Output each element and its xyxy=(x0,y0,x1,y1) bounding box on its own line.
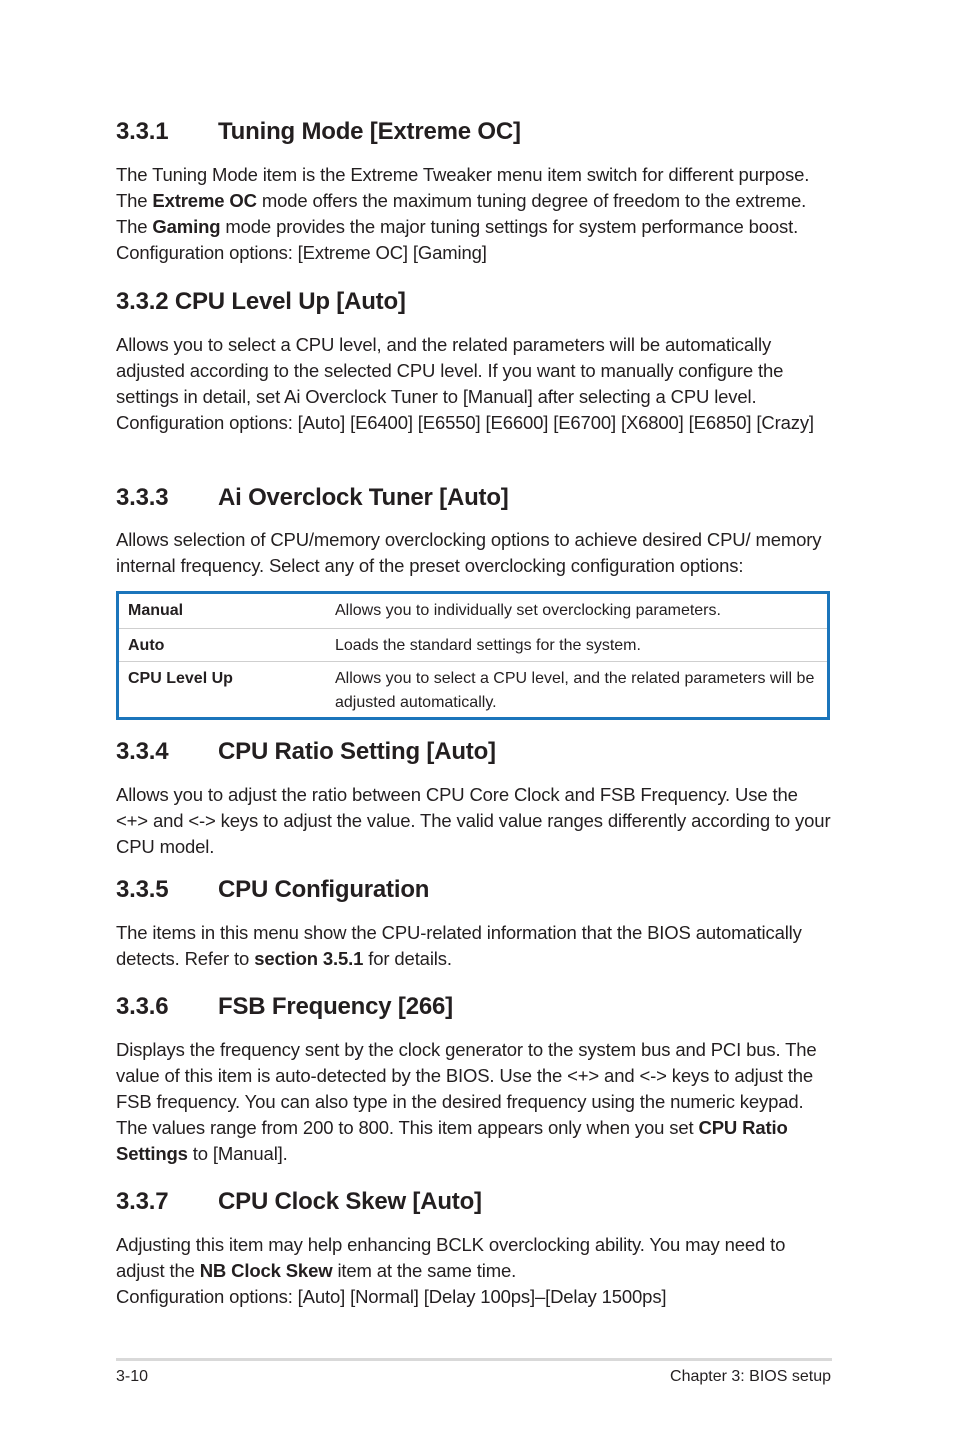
section-number: 3.3.1 xyxy=(116,118,169,145)
section-3-3-5 xyxy=(116,876,832,972)
bold-term: Gaming xyxy=(152,216,221,237)
section-number: 3.3.5 xyxy=(116,876,169,903)
section-title: Tuning Mode [Extreme OC] xyxy=(218,118,521,145)
option-name: CPU Level Up xyxy=(128,670,233,687)
body-text: The items in this menu show the CPU-related information that the BIOS automatically detects. Refer to xyxy=(116,922,802,969)
chapter-label: Chapter 3: BIOS setup xyxy=(670,1368,831,1385)
section-number: 3.3.4 xyxy=(116,738,169,765)
section-heading xyxy=(116,288,832,316)
section-body xyxy=(116,920,832,972)
section-heading xyxy=(116,993,832,1021)
section-3-3-2 xyxy=(116,288,832,436)
table-row xyxy=(119,628,827,662)
page-number: 3-10 xyxy=(116,1368,149,1385)
body-text: mode provides the major tuning settings for system performance boost. Configuration options: [Extreme OC] [Gaming] xyxy=(116,216,799,263)
option-name: Manual xyxy=(128,602,184,619)
body-text: Allows selection of CPU/memory overclocking options to achieve desired CPU/ memory internal frequency. Select any of the preset overclocking configuration options: xyxy=(116,529,822,576)
section-number: 3.3.7 xyxy=(116,1188,169,1215)
body-text: to [Manual]. xyxy=(187,1143,288,1164)
body-text: Allows you to select a CPU level, and the related parameters will be automatically adjusted according to the selected CPU level. If you want to manually configure the settings in detail, set Ai Overclock Tuner to [Manual] after selecting a CPU level. Configuration options: [Auto] [E6400] [E6550] [E6600] [E6700] [X6800] [E6850] [Crazy] xyxy=(116,334,814,433)
bold-term: CPU Ratio Settings xyxy=(116,1117,788,1164)
option-description: Allows you to individually set overclocking parameters. xyxy=(335,602,721,619)
section-heading xyxy=(116,876,832,904)
body-text: for details. xyxy=(363,948,452,969)
body-text: Configuration options: [Auto] [Normal] [Delay 100ps]–[Delay 1500ps] xyxy=(116,1286,667,1307)
section-3-3-6 xyxy=(116,993,832,1167)
section-body xyxy=(116,332,832,436)
section-heading xyxy=(116,118,832,146)
section-title: CPU Level Up [Auto] xyxy=(174,288,406,315)
section-heading xyxy=(116,484,832,512)
section-title: Ai Overclock Tuner [Auto] xyxy=(218,484,509,511)
bold-term: Extreme OC xyxy=(152,190,257,211)
section-body xyxy=(116,1037,832,1167)
section-body xyxy=(116,162,832,266)
section-3-3-4 xyxy=(116,738,832,860)
body-text: item at the same time. xyxy=(332,1260,517,1281)
option-description: Allows you to select a CPU level, and the related parameters will be adjusted automatically. xyxy=(335,670,815,711)
section-number: 3.3.2 xyxy=(116,288,169,315)
table-row xyxy=(119,661,827,718)
section-3-3-7 xyxy=(116,1188,832,1310)
option-name: Auto xyxy=(128,637,165,654)
table-row xyxy=(119,594,827,628)
section-3-3-3 xyxy=(116,484,832,579)
body-text: Displays the frequency sent by the clock generator to the system bus and PCI bus. The value of this item is auto-detected by the BIOS. Use the <+> and <-> keys to adjust the FSB frequency. You can also type in the desired frequency using the numeric keypad. The values range from 200 to 800. This item appears only when you set xyxy=(116,1039,817,1138)
body-text: Allows you to adjust the ratio between CPU Core Clock and FSB Frequency. Use the <+> and <-> keys to adjust the value. The valid value ranges differently according to your CPU model. xyxy=(116,784,831,857)
section-title: FSB Frequency [266] xyxy=(218,993,453,1020)
body-text: The Tuning Mode item is the Extreme Tweaker menu item switch for different purpose. The xyxy=(116,164,810,211)
section-heading xyxy=(116,1188,832,1216)
bold-term: NB Clock Skew xyxy=(199,1260,333,1281)
overclock-options-table xyxy=(116,591,830,720)
section-heading xyxy=(116,738,832,766)
section-title: CPU Ratio Setting [Auto] xyxy=(218,738,496,765)
section-body xyxy=(116,527,832,579)
footer-divider xyxy=(116,1358,832,1361)
section-number: 3.3.3 xyxy=(116,484,169,511)
section-body xyxy=(116,1232,832,1310)
section-title: CPU Configuration xyxy=(218,876,430,903)
section-title: CPU Clock Skew [Auto] xyxy=(218,1188,482,1215)
option-description: Loads the standard settings for the system. xyxy=(335,637,641,654)
section-number: 3.3.6 xyxy=(116,993,169,1020)
body-text: mode offers the maximum tuning degree of freedom to the extreme. The xyxy=(116,190,807,237)
bold-term: section 3.5.1 xyxy=(254,948,364,969)
body-text: Adjusting this item may help enhancing BCLK overclocking ability. You may need to adjust the xyxy=(116,1234,786,1281)
section-body xyxy=(116,782,832,860)
section-3-3-1 xyxy=(116,118,832,266)
